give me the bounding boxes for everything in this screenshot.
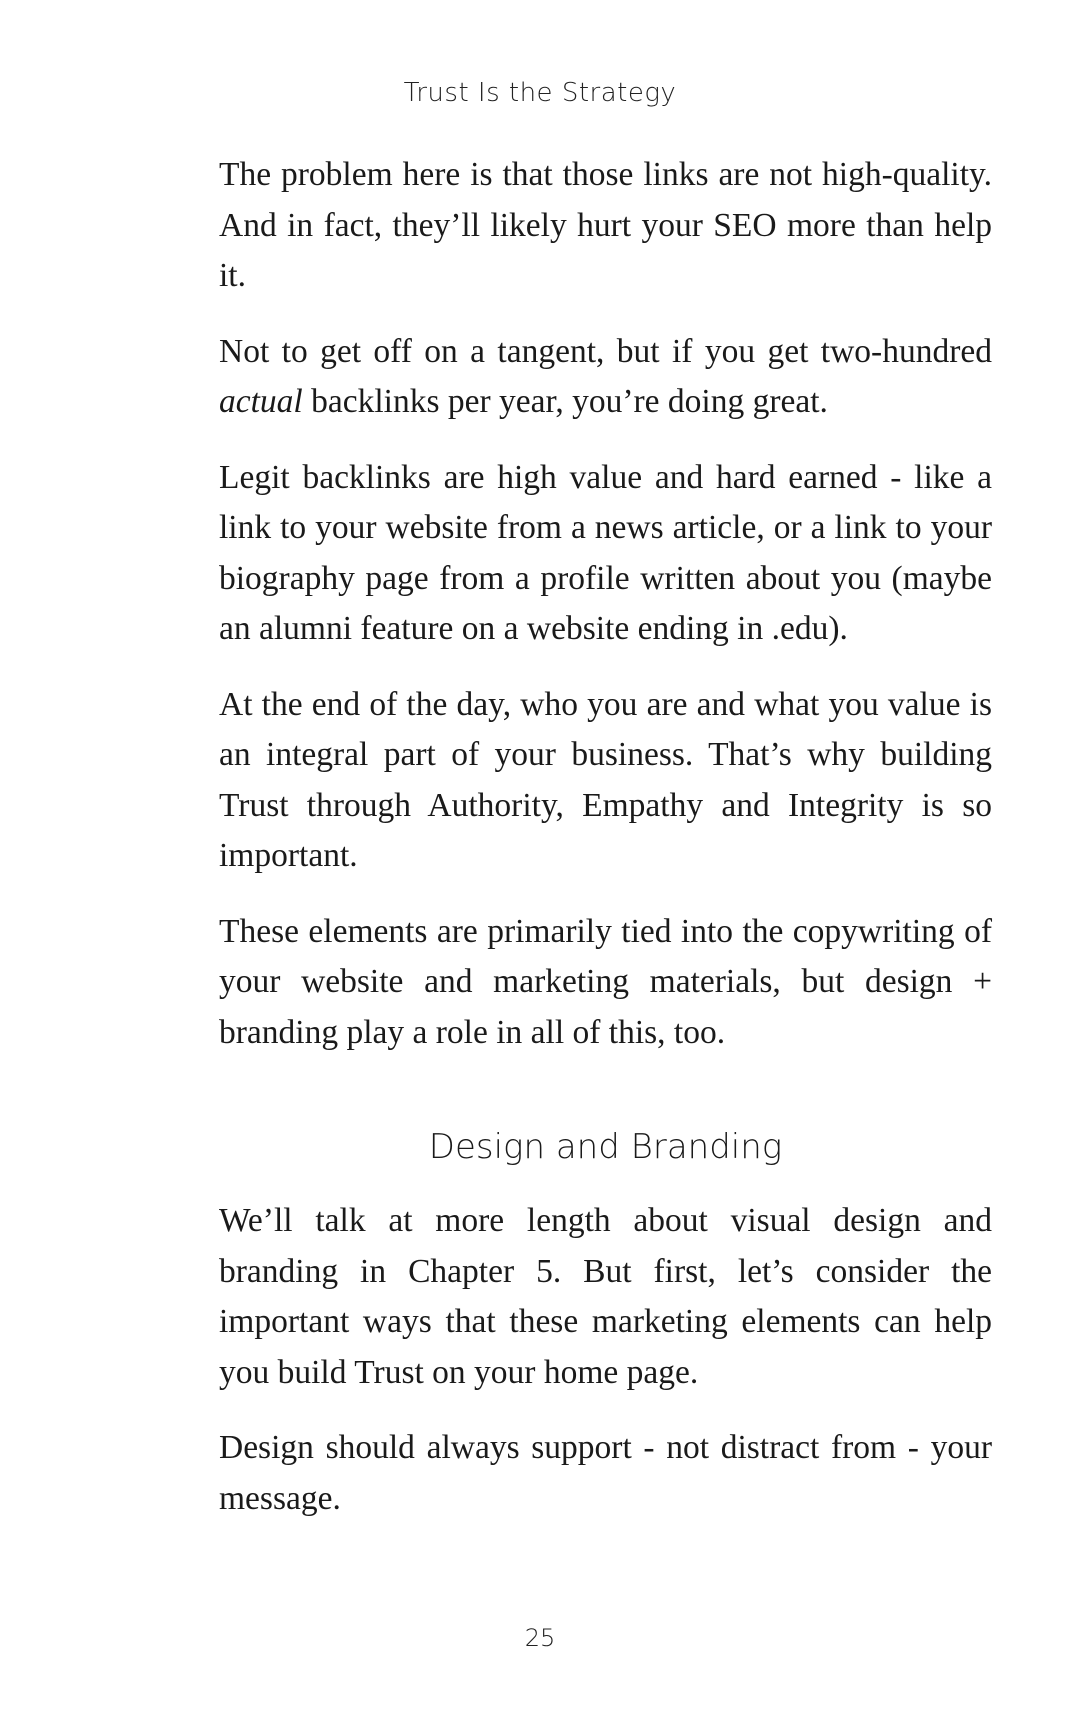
paragraph-text: Not to get off on a tangent, but if you get two-hundred	[219, 332, 992, 370]
paragraph	[219, 327, 992, 428]
emphasis-text: actual	[219, 383, 303, 420]
section-heading: Design and Branding	[428, 1127, 783, 1167]
paragraph: The problem here is that those links are not high-quality. And in fact, they’ll likely hurt your SEO more than help it.	[219, 156, 992, 294]
paragraph-text: backlinks per year, you’re doing great.	[302, 383, 828, 420]
page-body	[219, 150, 992, 1549]
paragraph: These elements are primarily tied into the copywriting of your website and marketing materials, but design + branding play a role in all of this, too.	[219, 912, 992, 1051]
page-number: 25	[524, 1624, 556, 1652]
paragraph: We’ll talk at more length about visual design and branding in Chapter 5. But first, let’s consider the important ways that these marketing elements can help you build Trust on your home page.	[219, 1202, 992, 1391]
paragraph: At the end of the day, who you are and what you value is an integral part of your business. That’s why building Trust through Authority, Empathy and Integrity is so important.	[219, 685, 992, 874]
running-header: Trust Is the Strategy	[403, 78, 677, 108]
paragraph: Design should always support - not distract from - your message.	[219, 1429, 992, 1517]
paragraph: Legit backlinks are high value and hard earned - like a link to your website from a news article, or a link to your biography page from a profile written about you (maybe an alumni feature on a website ending in .edu).	[219, 458, 992, 647]
